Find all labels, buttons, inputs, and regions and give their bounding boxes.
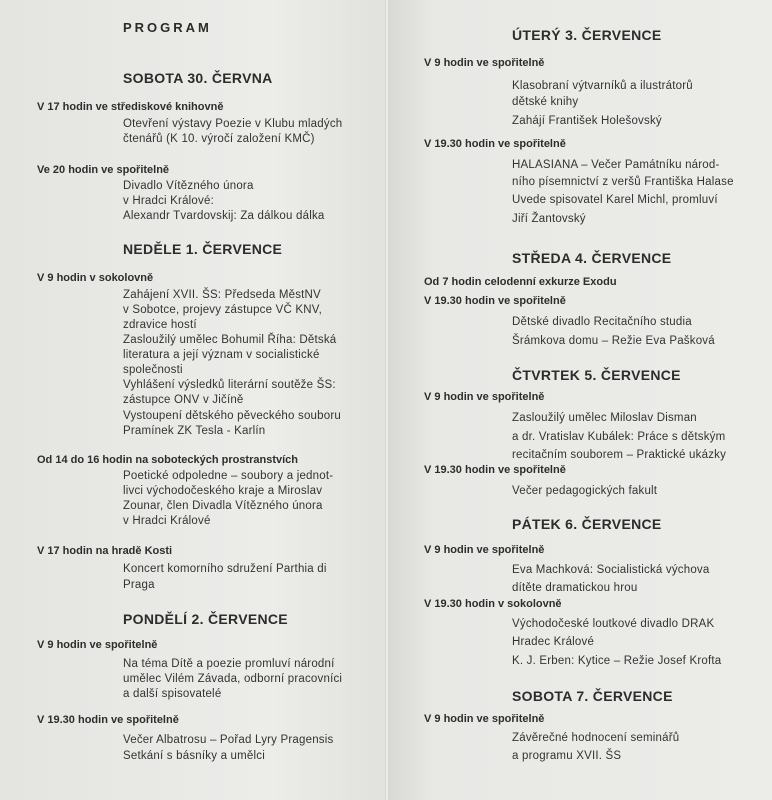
event-time: V 9 hodin ve spořitelně	[424, 713, 545, 725]
event-line: livci východočeského kraje a Miroslav	[123, 485, 323, 497]
event-line: Pramínek ZK Tesla - Karlín	[123, 425, 266, 437]
program-title: PROGRAM	[123, 20, 212, 35]
event-line: v Hradci Králové:	[123, 195, 214, 207]
day-heading: SOBOTA 7. ČERVENCE	[512, 688, 673, 704]
event-line: čtenářů (K 10. výročí založení KMČ)	[123, 133, 315, 145]
event-time: V 19.30 hodin ve spořitelně	[37, 714, 179, 726]
day-heading: PÁTEK 6. ČERVENCE	[512, 516, 662, 532]
event-line: Setkání s básníky a umělci	[123, 750, 265, 762]
event-line: Večer Albatrosu – Pořad Lyry Pragensis	[123, 734, 334, 746]
event-line: Šrámkova domu – Režie Eva Pašková	[512, 335, 715, 347]
event-line: Alexandr Tvardovskij: Za dálkou dálka	[123, 210, 325, 222]
event-line: Na téma Dítě a poezie promluví národní	[123, 658, 335, 670]
event-line: ního písemnictví z veršů Františka Halase	[512, 176, 734, 188]
event-line: Zahájení XVII. ŠS: Předseda MěstNV	[123, 289, 321, 301]
event-line: dítěte dramatickou hrou	[512, 582, 638, 594]
event-time: V 19.30 hodin ve spořitelně	[424, 138, 566, 150]
event-line: a dr. Vratislav Kubálek: Práce s dětským	[512, 431, 726, 443]
event-line: Dětské divadlo Recitačního studia	[512, 316, 692, 328]
event-time: Ve 20 hodin ve spořitelně	[37, 164, 170, 176]
event-line: literatura a její význam v socialistické	[123, 349, 320, 361]
event-time: Od 14 do 16 hodin na soboteckých prostranstvích	[37, 454, 299, 466]
event-line: Klasobraní výtvarníků a ilustrátorů	[512, 80, 693, 92]
event-time: V 19.30 hodin ve spořitelně	[424, 295, 566, 307]
event-line: v Hradci Králové	[123, 515, 211, 527]
event-line: Eva Machková: Socialistická výchova	[512, 564, 710, 576]
day-heading: NEDĚLE 1. ČERVENCE	[123, 241, 283, 257]
event-time: V 19.30 hodin v sokolovně	[424, 598, 562, 610]
event-line: Hradec Králové	[512, 636, 595, 648]
event-line: HALASIANA – Večer Památníku národ-	[512, 159, 720, 171]
event-line: Večer pedagogických fakult	[512, 485, 658, 497]
event-line: Zasloužilý umělec Miloslav Disman	[512, 412, 697, 424]
event-line: Vyhlášení výsledků literární soutěže ŠS:	[123, 379, 336, 391]
event-line: dětské knihy	[512, 96, 579, 108]
day-heading: ČTVRTEK 5. ČERVENCE	[512, 367, 681, 383]
event-line: Koncert komorního sdružení Parthia di	[123, 563, 327, 575]
event-line: Zahájí František Holešovský	[512, 115, 662, 127]
event-line: Zounar, člen Divadla Vítězného února	[123, 500, 323, 512]
event-time: V 17 hodin ve střediskové knihovně	[37, 101, 224, 113]
event-time: V 17 hodin na hradě Kosti	[37, 545, 173, 557]
event-line: Vystoupení dětského pěveckého souboru	[123, 410, 341, 422]
day-heading: ÚTERÝ 3. ČERVENCE	[512, 27, 662, 43]
event-line: Východočeské loutkové divadlo DRAK	[512, 618, 715, 630]
event-time: V 9 hodin v sokolovně	[37, 272, 154, 284]
event-line: K. J. Erben: Kytice – Režie Josef Krofta	[512, 655, 722, 667]
event-time: V 9 hodin ve spořitelně	[424, 57, 545, 69]
day-heading: PONDĚLÍ 2. ČERVENCE	[123, 611, 288, 627]
event-line: zástupce ONV v Jičíně	[123, 394, 244, 406]
day-heading: STŘEDA 4. ČERVENCE	[512, 250, 672, 266]
event-line: zdravice hostí	[123, 319, 197, 331]
event-line: Zasloužilý umělec Bohumil Říha: Dětská	[123, 334, 337, 346]
event-line: Divadlo Vítězného února	[123, 180, 254, 192]
event-line: recitačním souborem – Praktické ukázky	[512, 449, 727, 461]
event-line: Poetické odpoledne – soubory a jednot-	[123, 470, 334, 482]
event-line: Závěrečné hodnocení seminářů	[512, 732, 680, 744]
event-time: V 9 hodin ve spořitelně	[424, 391, 545, 403]
page-fold	[385, 0, 389, 800]
event-line: a programu XVII. ŠS	[512, 750, 622, 762]
event-line: Jiří Žantovský	[512, 213, 586, 225]
event-line: Otevření výstavy Poezie v Klubu mladých	[123, 118, 343, 130]
event-line: Uvede spisovatel Karel Michl, promluví	[512, 194, 718, 206]
event-line: společnosti	[123, 364, 183, 376]
event-line: Praga	[123, 579, 155, 591]
event-line: umělec Vilém Závada, odborní pracovníci	[123, 673, 343, 685]
day-heading: SOBOTA 30. ČERVNA	[123, 70, 273, 86]
event-time: Od 7 hodin celodenní exkurze Exodu	[424, 276, 617, 288]
event-line: v Sobotce, projevy zástupce VČ KNV,	[123, 304, 322, 316]
event-time: V 19.30 hodin ve spořitelně	[424, 464, 566, 476]
event-line: a další spisovatelé	[123, 688, 222, 700]
event-time: V 9 hodin ve spořitelně	[37, 639, 158, 651]
event-time: V 9 hodin ve spořitelně	[424, 544, 545, 556]
